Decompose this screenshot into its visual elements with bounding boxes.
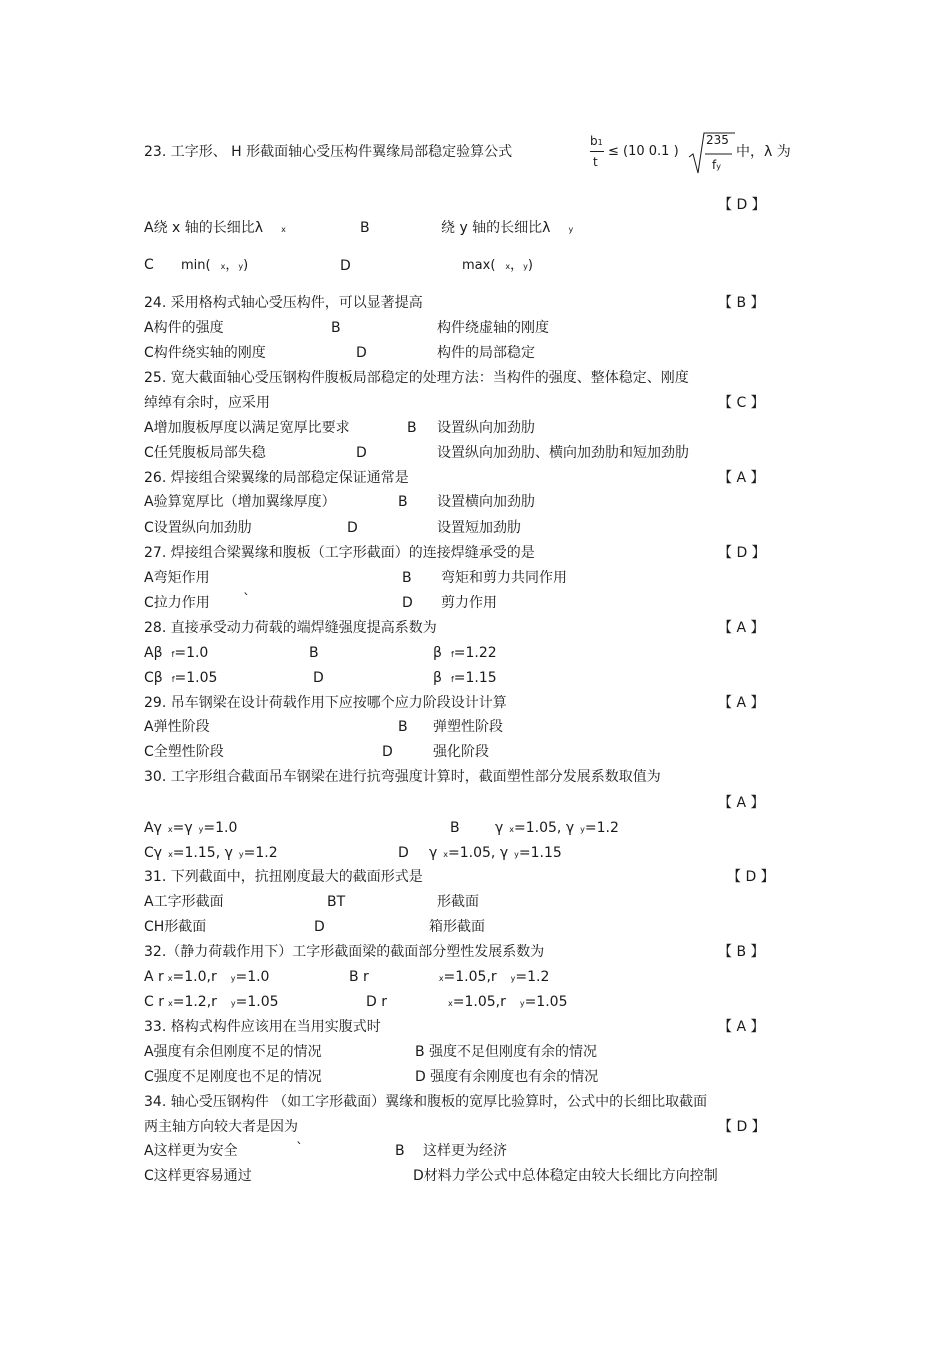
q32-option-c: C r x=1.2,r y=1.05: [144, 994, 279, 1010]
q23-stem-tail: 中，λ 为: [736, 144, 791, 160]
q27-option-d: 剪力作用: [441, 595, 497, 611]
q29-stem: 29. 吊车钢梁在设计荷载作用下应按哪个应力阶段设计计算: [144, 695, 507, 711]
q33-option-d: D 强度有余刚度也有余的情况: [415, 1069, 599, 1085]
q26-option-b-letter: B: [398, 494, 408, 510]
q29-option-d: 强化阶段: [433, 744, 489, 760]
q34-option-d: D材料力学公式中总体稳定由较大长细比方向控制: [413, 1168, 718, 1184]
q27-option-d-letter: D: [402, 595, 413, 611]
q26-option-c: C设置纵向加劲肋: [144, 520, 252, 536]
q23-option-b-letter: B: [360, 220, 370, 236]
q34-option-a: A这样更为安全: [144, 1143, 238, 1159]
q34-option-b: 这样更为经济: [423, 1143, 507, 1159]
q31-option-d-letter: D: [314, 919, 325, 935]
q25-option-b-letter: B: [407, 420, 417, 436]
q27-option-b-letter: B: [402, 570, 412, 586]
q24-answer: 【 B 】: [718, 295, 765, 311]
q24-option-d-letter: D: [356, 345, 367, 361]
q30-answer: 【 A 】: [718, 795, 765, 811]
q23-option-a: A绕 x 轴的长细比λ x: [144, 220, 286, 236]
q28-option-d: β f=1.15: [433, 670, 497, 686]
q33-option-c: C强度不足刚度也不足的情况: [144, 1069, 322, 1085]
q26-option-d-letter: D: [347, 520, 358, 536]
q28-option-d-letter: D: [313, 670, 324, 686]
q30-option-b-letter: B: [450, 820, 460, 836]
q32-answer: 【 B 】: [718, 944, 765, 960]
q23-option-b: 绕 y 轴的长细比λ y: [441, 220, 574, 236]
q34-option-b-letter: B: [395, 1143, 405, 1159]
q23-stem: 23. 工字形、 H 形截面轴心受压构件翼缘局部稳定验算公式: [144, 144, 513, 160]
q23-formula-den: t: [593, 155, 598, 169]
q25-answer: 【 C 】: [718, 395, 765, 411]
q32-stem: 32.（静力荷载作用下）工字形截面梁的截面部分塑性发展系数为: [144, 944, 545, 960]
q33-answer: 【 A 】: [718, 1019, 765, 1035]
q23-formula-num: b1: [590, 134, 603, 148]
q34-option-c: C这样更容易通过: [144, 1168, 252, 1184]
q23-option-d: max( x，y): [462, 258, 533, 273]
q23-option-d-letter: D: [340, 258, 351, 274]
q26-option-d: 设置短加劲肋: [437, 520, 521, 536]
q23-option-c: min( x，y): [181, 258, 249, 273]
q29-option-c: C全塑性阶段: [144, 744, 224, 760]
q32-option-a: A r x=1.0,r y=1.0: [144, 969, 270, 985]
q25-option-d: 设置纵向加劲肋、横向加劲肋和短加劲肋: [437, 445, 689, 461]
q31-option-a: A工字形截面: [144, 894, 224, 910]
q24-option-b: 构件绕虚轴的刚度: [437, 320, 549, 336]
q30-option-b: γx=1.05, γ y=1.2: [495, 820, 619, 836]
q25-stem: 25. 宽大截面轴心受压钢构件腹板局部稳定的处理方法：当构件的强度、整体稳定、刚度: [144, 370, 689, 386]
q30-option-a: Aγ x=γ y=1.0: [144, 820, 238, 836]
q26-answer: 【 A 】: [718, 470, 765, 486]
q31-stem: 31. 下列截面中，抗扭刚度最大的截面形式是: [144, 869, 423, 885]
q30-stem: 30. 工字形组合截面吊车钢梁在进行抗弯强度计算时，截面塑性部分发展系数取值为: [144, 769, 661, 785]
q29-option-b: 弹塑性阶段: [433, 719, 503, 735]
q27-answer: 【 D 】: [718, 545, 766, 561]
q32-option-d: D r x=1.05,r y=1.05: [366, 994, 568, 1010]
q30-option-d: γx=1.05, γ y=1.15: [429, 845, 562, 861]
q31-answer: 【 D 】: [727, 869, 775, 885]
q34-stem-line2: 两主轴方向较大者是因为: [144, 1119, 298, 1135]
q33-option-b: B 强度不足但刚度有余的情况: [415, 1044, 598, 1060]
q25-option-a: A增加腹板厚度以满足宽厚比要求: [144, 420, 350, 436]
q29-option-a: A弹性阶段: [144, 719, 210, 735]
q27-option-a: A弯矩作用: [144, 570, 210, 586]
q28-option-c: Cβ f=1.05: [144, 670, 218, 686]
q28-answer: 【 A 】: [718, 620, 765, 636]
q27-option-c: C拉力作用: [144, 595, 210, 611]
q28-option-b: β f=1.22: [433, 645, 497, 661]
q24-option-a: A构件的强度: [144, 320, 224, 336]
q34-stem: 34. 轴心受压钢构件 （如工字形截面）翼缘和腹板的宽厚比验算时，公式中的长细比取截面: [144, 1094, 708, 1110]
q31-option-b-letter: BT: [327, 894, 346, 910]
q31-option-b: 形截面: [437, 894, 479, 910]
q33-option-a: A强度有余但刚度不足的情况: [144, 1044, 322, 1060]
q24-option-c: C构件绕实轴的刚度: [144, 345, 266, 361]
q34-answer: 【 D 】: [718, 1119, 766, 1135]
q29-option-b-letter: B: [398, 719, 408, 735]
q23-option-c-letter: C: [144, 257, 154, 273]
q23-formula-root-num: 235: [706, 133, 729, 147]
q24-stem: 24. 采用格构式轴心受压构件，可以显著提高: [144, 295, 423, 311]
q25-option-d-letter: D: [356, 445, 367, 461]
q30-option-c: Cγ x=1.15, γ y=1.2: [144, 845, 278, 861]
q23-formula-leq: ≤ (10 0.1 ): [608, 144, 679, 159]
q24-option-b-letter: B: [331, 320, 341, 336]
q30-option-d-letter: D: [398, 845, 409, 861]
q25-stem-line2: 绰绰有余时，应采用: [144, 395, 270, 411]
q34-stray-mark: `: [296, 1141, 303, 1157]
fraction-bar: [590, 151, 604, 152]
q32-option-b: B r x=1.05,r y=1.2: [349, 969, 550, 985]
q33-stem: 33. 格构式构件应该用在当用实腹式时: [144, 1019, 381, 1035]
q31-option-c: CH形截面: [144, 919, 207, 935]
q28-option-b-letter: B: [309, 645, 319, 661]
q27-stem: 27. 焊接组合梁翼缘和腹板（工字形截面）的连接焊缝承受的是: [144, 545, 535, 561]
q29-option-d-letter: D: [382, 744, 393, 760]
q27-stray-mark: `: [243, 592, 250, 608]
q27-option-b: 弯矩和剪力共同作用: [441, 570, 567, 586]
q31-option-d: 箱形截面: [429, 919, 485, 935]
q26-stem: 26. 焊接组合梁翼缘的局部稳定保证通常是: [144, 470, 409, 486]
q28-option-a: Aβ f=1.0: [144, 645, 209, 661]
q26-option-b: 设置横向加劲肋: [437, 494, 535, 510]
q25-option-b: 设置纵向加劲肋: [437, 420, 535, 436]
q26-option-a: A验算宽厚比（增加翼缘厚度）: [144, 494, 336, 510]
q23-formula-root-den: fy: [712, 158, 721, 172]
q29-answer: 【 A 】: [718, 695, 765, 711]
q25-option-c: C任凭腹板局部失稳: [144, 445, 266, 461]
q24-option-d: 构件的局部稳定: [437, 345, 535, 361]
q28-stem: 28. 直接承受动力荷载的端焊缝强度提高系数为: [144, 620, 437, 636]
q23-answer: 【 D 】: [718, 197, 766, 213]
